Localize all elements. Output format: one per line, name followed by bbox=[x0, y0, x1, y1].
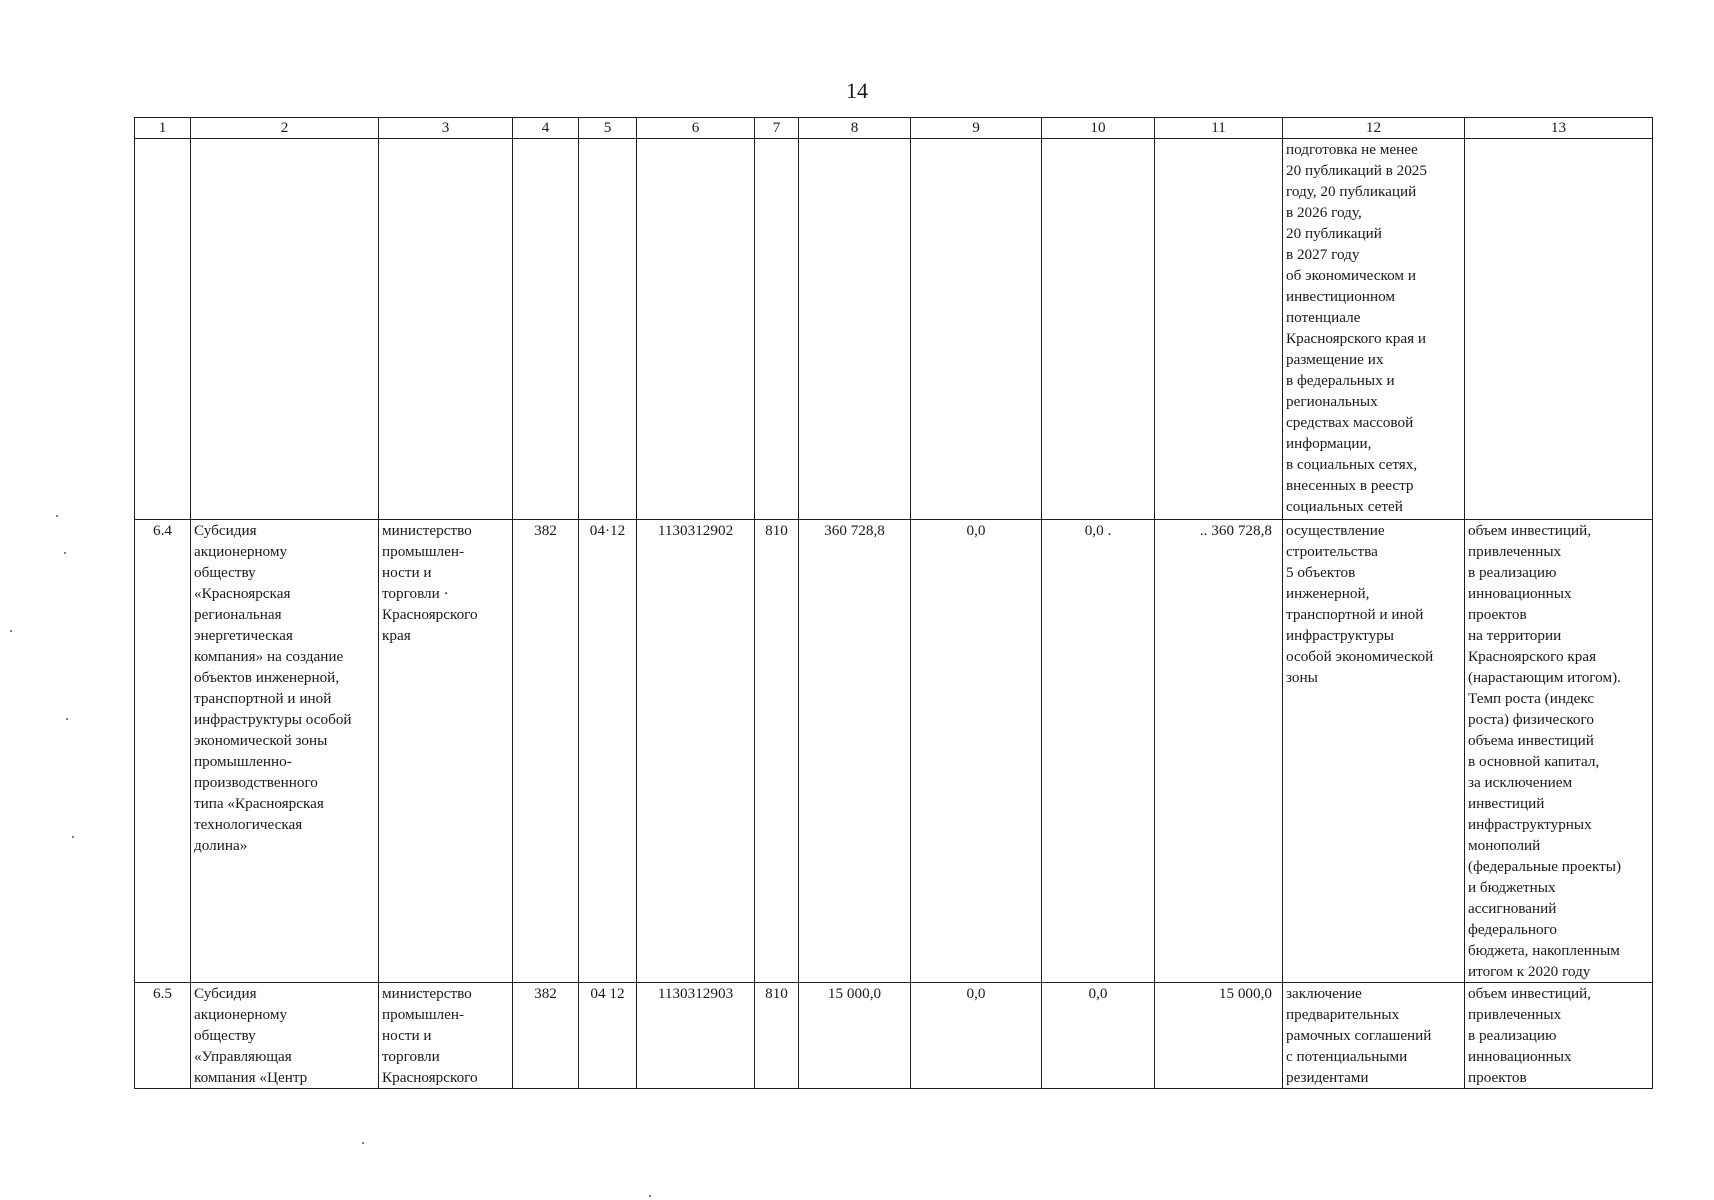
budget-table bbox=[134, 117, 1653, 1089]
scan-speck bbox=[66, 718, 68, 720]
header-cell: 7 bbox=[755, 118, 799, 139]
scan-speck bbox=[10, 630, 12, 632]
header-cell: 5 bbox=[579, 118, 637, 139]
cell-row-number: 6.4 bbox=[135, 520, 191, 983]
cell-empty bbox=[579, 139, 637, 520]
cell-csr: 1130312902 bbox=[637, 520, 755, 983]
cell-total: 360 728,8 bbox=[799, 520, 911, 983]
cell-empty bbox=[1465, 139, 1653, 520]
cell-indicator: объем инвестиций, привлеченных в реализацию инновационных проектов на территории Красноярского края (нарастающим итогом). Темп роста (индекс роста) физического объема инвестиций в основной капитал, за исключением инвестиций инфраструктурных монополий (федеральные проекты) и бюджетных ассигнований федерального бюджета, накопленным итогом к 2020 году bbox=[1465, 520, 1653, 983]
header-cell: 1 bbox=[135, 118, 191, 139]
cell-executor: министерство промышлен- ности и торговли · Красноярского края bbox=[379, 520, 513, 983]
cell-grbs: 382 bbox=[513, 983, 579, 1089]
header-cell: 9 bbox=[911, 118, 1042, 139]
cell-vr: 810 bbox=[755, 983, 799, 1089]
table-header-row bbox=[135, 118, 1653, 139]
cell-year-2027: 0,0 bbox=[1042, 983, 1155, 1089]
scan-speck bbox=[64, 552, 66, 554]
cell-rzpr: 04·12 bbox=[579, 520, 637, 983]
cell-empty bbox=[1042, 139, 1155, 520]
cell-empty bbox=[799, 139, 911, 520]
header-cell: 2 bbox=[191, 118, 379, 139]
cell-empty bbox=[135, 139, 191, 520]
cell-row-number: 6.5 bbox=[135, 983, 191, 1089]
header-cell: 8 bbox=[799, 118, 911, 139]
cell-total: 15 000,0 bbox=[799, 983, 911, 1089]
cell-result: подготовка не менее 20 публикаций в 2025 году, 20 публикаций в 2026 году, 20 публикаций в 2027 году об экономическом и инвестиционном потенциале Красноярского края и размещение их в федеральных и региональных средствах массовой информации, в социальных сетях, внесенных в реестр социальных сетей bbox=[1283, 139, 1465, 520]
cell-name: Субсидия акционерному обществу «Красноярская региональная энергетическая компания» на создание объектов инженерной, транспортной и иной инфраструктуры особой экономической зоны промышленно- производственного типа «Красноярская технологическая долина» bbox=[191, 520, 379, 983]
scan-speck bbox=[56, 515, 58, 517]
header-cell: 10 bbox=[1042, 118, 1155, 139]
cell-empty bbox=[379, 139, 513, 520]
cell-empty bbox=[911, 139, 1042, 520]
table-row-continuation bbox=[135, 139, 1653, 520]
cell-year-2027: 0,0 . bbox=[1042, 520, 1155, 983]
header-cell: 4 bbox=[513, 118, 579, 139]
cell-year-2026: 0,0 bbox=[911, 983, 1042, 1089]
cell-empty bbox=[637, 139, 755, 520]
cell-empty bbox=[755, 139, 799, 520]
cell-grbs: 382 bbox=[513, 520, 579, 983]
scan-speck bbox=[649, 1195, 651, 1197]
table-row bbox=[135, 520, 1653, 983]
cell-name: Субсидия акционерному обществу «Управляющая компания «Центр bbox=[191, 983, 379, 1089]
cell-rzpr: 04 12 bbox=[579, 983, 637, 1089]
page-number: 14 bbox=[846, 78, 868, 103]
header-cell: 3 bbox=[379, 118, 513, 139]
cell-executor: министерство промышлен- ности и торговли Красноярского bbox=[379, 983, 513, 1089]
scan-speck bbox=[72, 836, 74, 838]
cell-year-2026: 0,0 bbox=[911, 520, 1042, 983]
cell-vr: 810 bbox=[755, 520, 799, 983]
cell-result: осуществление строительства 5 объектов инженерной, транспортной и иной инфраструктуры особой экономической зоны bbox=[1283, 520, 1465, 983]
cell-csr: 1130312903 bbox=[637, 983, 755, 1089]
cell-indicator: объем инвестиций, привлеченных в реализацию инновационных проектов bbox=[1465, 983, 1653, 1089]
scan-speck bbox=[362, 1142, 364, 1144]
table-row bbox=[135, 983, 1653, 1089]
cell-year-2025: 15 000,0 bbox=[1155, 983, 1283, 1089]
cell-empty bbox=[191, 139, 379, 520]
header-cell: 12 bbox=[1283, 118, 1465, 139]
header-cell: 6 bbox=[637, 118, 755, 139]
cell-empty bbox=[1155, 139, 1283, 520]
cell-result: заключение предварительных рамочных соглашений с потенциальными резидентами bbox=[1283, 983, 1465, 1089]
header-cell: 11 bbox=[1155, 118, 1283, 139]
cell-year-2025: .. 360 728,8 bbox=[1155, 520, 1283, 983]
header-cell: 13 bbox=[1465, 118, 1653, 139]
cell-empty bbox=[513, 139, 579, 520]
